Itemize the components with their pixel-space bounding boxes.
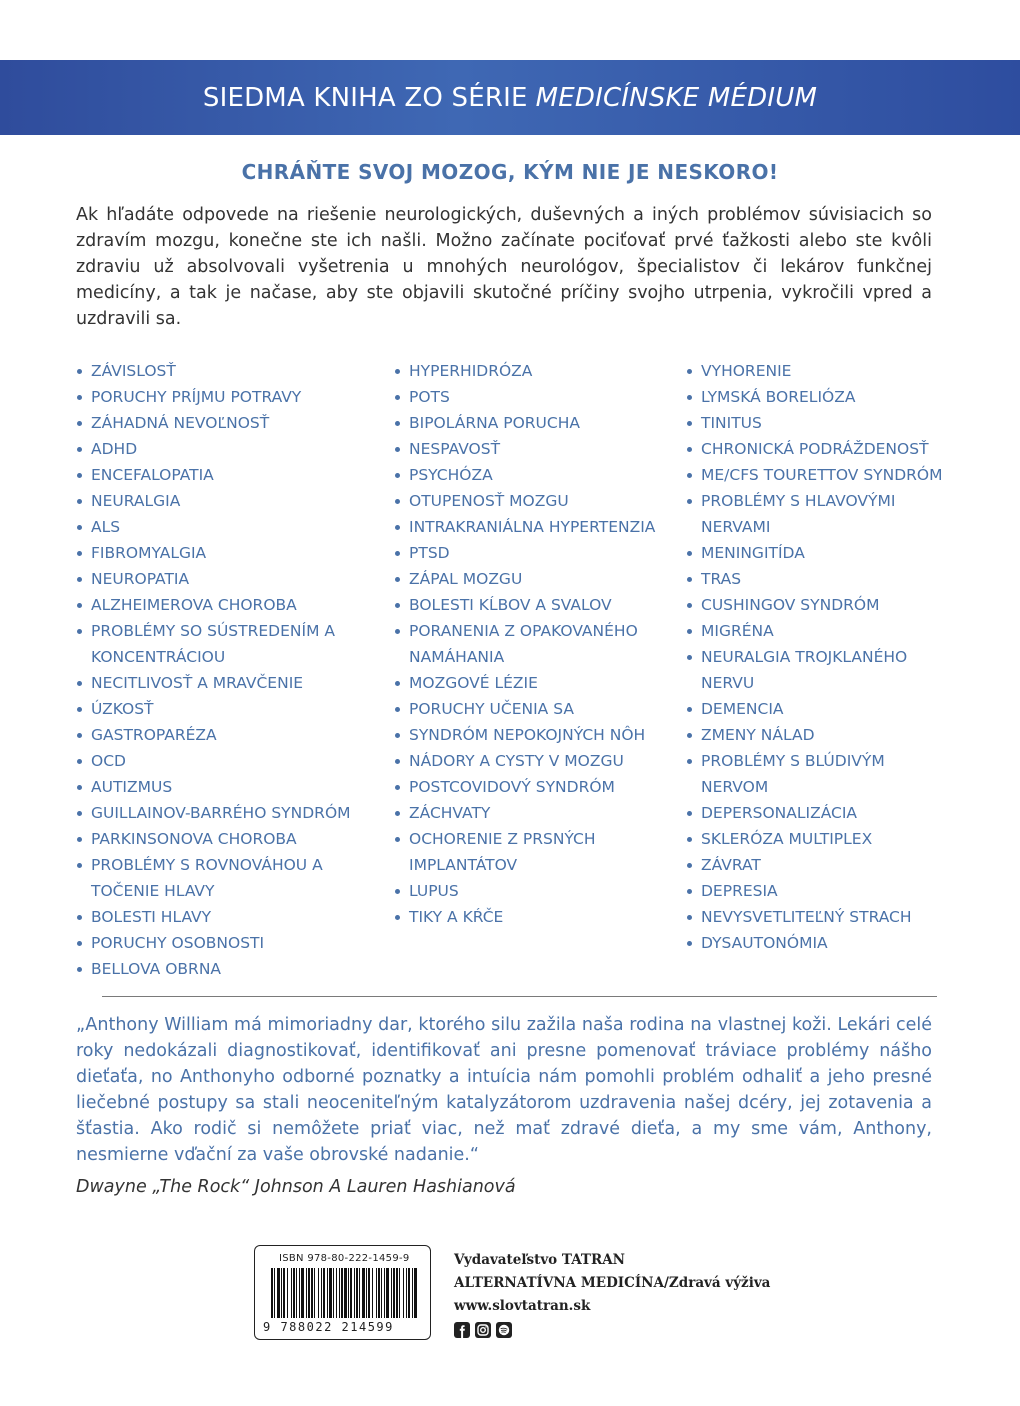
testimonial-author: Dwayne „The Rock“ Johnson A Lauren Hashianová — [76, 1177, 516, 1197]
instagram-icon — [475, 1322, 491, 1338]
condition-item: GUILLAINOV-BARRÉHO SYNDRÓM — [76, 800, 376, 826]
condition-item: POSTCOVIDOVÝ SYNDRÓM — [394, 774, 674, 800]
condition-item: TINITUS — [686, 410, 956, 436]
condition-item: NÁDORY A CYSTY V MOZGU — [394, 748, 674, 774]
condition-item: CHRONICKÁ PODRÁŽDENOSŤ — [686, 436, 956, 462]
condition-item: PROBLÉMY S ROVNOVÁHOU A TOČENIE HLAVY — [76, 852, 376, 904]
conditions-list — [0, 358, 1020, 988]
banner-prefix: SIEDMA KNIHA ZO SÉRIE — [202, 82, 528, 113]
divider — [102, 996, 937, 997]
condition-item: LUPUS — [394, 878, 674, 904]
condition-item: BOLESTI KĹBOV A SVALOV — [394, 592, 674, 618]
series-banner — [0, 60, 1020, 135]
condition-item: ZÁVISLOSŤ — [76, 358, 376, 384]
ean-number: 9 788022 214599 — [263, 1320, 394, 1334]
condition-item: NEURALGIA — [76, 488, 376, 514]
condition-item: SYNDRÓM NEPOKOJNÝCH NÔH — [394, 722, 674, 748]
condition-item: PSYCHÓZA — [394, 462, 674, 488]
condition-item: ZÁPAL MOZGU — [394, 566, 674, 592]
condition-item: ZMENY NÁLAD — [686, 722, 956, 748]
spotify-icon — [496, 1322, 512, 1338]
condition-item: ENCEFALOPATIA — [76, 462, 376, 488]
condition-item: PROBLÉMY S HLAVOVÝMI NERVAMI — [686, 488, 956, 540]
publisher-info — [454, 1249, 770, 1318]
headline: CHRÁŇTE SVOJ MOZOG, KÝM NIE JE NESKORO! — [241, 160, 779, 184]
condition-item: ÚZKOSŤ — [76, 696, 376, 722]
condition-item: BIPOLÁRNA PORUCHA — [394, 410, 674, 436]
condition-item: BOLESTI HLAVY — [76, 904, 376, 930]
condition-item: OCHORENIE Z PRSNÝCH IMPLANTÁTOV — [394, 826, 674, 878]
condition-item: NEURALGIA TROJKLANÉHO NERVU — [686, 644, 956, 696]
condition-item: NECITLIVOSŤ A MRAVČENIE — [76, 670, 376, 696]
condition-item: POTS — [394, 384, 674, 410]
condition-item: TIKY A KŔČE — [394, 904, 674, 930]
condition-item: PARKINSONOVA CHOROBA — [76, 826, 376, 852]
condition-item: MENINGITÍDA — [686, 540, 956, 566]
condition-item: DEPERSONALIZÁCIA — [686, 800, 956, 826]
condition-item: VYHORENIE — [686, 358, 956, 384]
condition-item: PORUCHY OSOBNOSTI — [76, 930, 376, 956]
condition-item: ZÁHADNÁ NEVOĽNOSŤ — [76, 410, 376, 436]
condition-item: PORUCHY UČENIA SA — [394, 696, 674, 722]
condition-item: PORUCHY PRÍJMU POTRAVY — [76, 384, 376, 410]
isbn-label: ISBN 978-80-222-1459-9 — [279, 1253, 410, 1264]
condition-item: PORANENIA Z OPAKOVANÉHO NAMÁHANIA — [394, 618, 674, 670]
condition-item: MIGRÉNA — [686, 618, 956, 644]
condition-item: NESPAVOSŤ — [394, 436, 674, 462]
condition-item: FIBROMYALGIA — [76, 540, 376, 566]
conditions-column-3 — [686, 358, 956, 956]
condition-item: GASTROPARÉZA — [76, 722, 376, 748]
condition-item: ZÁCHVATY — [394, 800, 674, 826]
conditions-column-1 — [76, 358, 376, 982]
condition-item: HYPERHIDRÓZA — [394, 358, 674, 384]
conditions-column-2 — [394, 358, 674, 930]
condition-item: AUTIZMUS — [76, 774, 376, 800]
condition-item: PROBLÉMY S BLÚDIVÝM NERVOM — [686, 748, 956, 800]
barcode-box — [254, 1245, 431, 1340]
condition-item: BELLOVA OBRNA — [76, 956, 376, 982]
barcode — [269, 1268, 417, 1320]
condition-item: INTRAKRANIÁLNA HYPERTENZIA — [394, 514, 674, 540]
social-icons — [454, 1322, 512, 1338]
condition-item: NEUROPATIA — [76, 566, 376, 592]
condition-item: TRAS — [686, 566, 956, 592]
condition-item: ZÁVRAT — [686, 852, 956, 878]
condition-item: PROBLÉMY SO SÚSTREDENÍM A KONCENTRÁCIOU — [76, 618, 376, 670]
condition-item: LYMSKÁ BORELIÓZA — [686, 384, 956, 410]
testimonial-quote: „Anthony William má mimoriadny dar, ktorého silu zažila naša rodina na vlastnej koži. Lekári celé roky nedokázali diagnostikovať, identifikovať ani presne pomenovať tráviace problémy nášho dieťaťa, no Anthonyho odborné poznatky a intuícia nám pomohli problém odhaliť a jeho presné liečebné postupy sa stali neoceniteľným katalyzátorom uzdravenia našej dcéry, jej zotavenia a šťastia. Ako rodič si nemôžete priať viac, než mať zdravé dieťa, a my sme vám, Anthony, nesmierne vďační za vaše obrovské nadanie.“ — [76, 1015, 932, 1165]
condition-item: MOZGOVÉ LÉZIE — [394, 670, 674, 696]
condition-item: OTUPENOSŤ MOZGU — [394, 488, 674, 514]
intro-paragraph: Ak hľadáte odpovede na riešenie neurologických, duševných a iných problémov súvisiacich so zdravím mozgu, konečne ste ich našli. Možno začínate pociťovať prvé ťažkosti alebo ste kvôli zdraviu už absolvovali vyšetrenia u mnohých neurológov, špecialistov či lekárov funkčnej medicíny, a tak je načase, aby ste objavili skutočné príčiny svojho utrpenia, vykročili vpred a uzdravili sa. — [76, 205, 932, 329]
publisher-category: ALTERNATÍVNA MEDICÍNA/Zdravá výživa — [454, 1275, 771, 1291]
condition-item: PTSD — [394, 540, 674, 566]
facebook-icon — [454, 1322, 470, 1338]
condition-item: ME/CFS TOURETTOV SYNDRÓM — [686, 462, 956, 488]
condition-item: ALS — [76, 514, 376, 540]
publisher-website: www.slovtatran.sk — [454, 1298, 591, 1314]
condition-item: CUSHINGOV SYNDRÓM — [686, 592, 956, 618]
condition-item: DEPRESIA — [686, 878, 956, 904]
condition-item: OCD — [76, 748, 376, 774]
condition-item: SKLERÓZA MULTIPLEX — [686, 826, 956, 852]
condition-item: ADHD — [76, 436, 376, 462]
condition-item: DYSAUTONÓMIA — [686, 930, 956, 956]
condition-item: NEVYSVETLITEĽNÝ STRACH — [686, 904, 956, 930]
publisher-name: Vydavateľstvo TATRAN — [454, 1252, 626, 1268]
condition-item: DEMENCIA — [686, 696, 956, 722]
condition-item: ALZHEIMEROVA CHOROBA — [76, 592, 376, 618]
banner-series-name: MEDICÍNSKE MÉDIUM — [535, 82, 818, 113]
